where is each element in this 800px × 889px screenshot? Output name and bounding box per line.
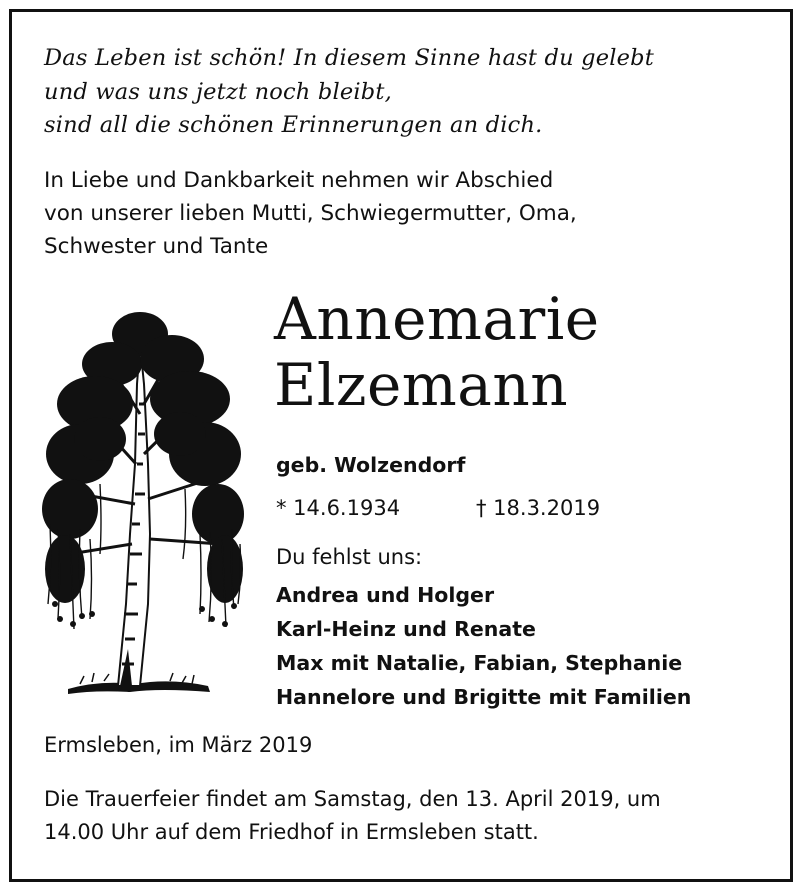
farewell-intro [44, 164, 784, 263]
poem [44, 42, 784, 143]
intro-line: von unserer lieben Mutti, Schwiegermutter, Oma, [44, 201, 577, 226]
first-name: Annemarie [274, 285, 600, 353]
birth-name: geb. Wolzendorf [276, 453, 466, 477]
poem-line: sind all die schönen Erinnerungen an dich. [44, 112, 543, 138]
deceased-name [274, 286, 600, 418]
last-name: Elzemann [274, 351, 569, 419]
life-dates [276, 496, 601, 520]
death-date: † 18.3.2019 [476, 496, 601, 520]
birth-date: * 14.6.1934 [276, 496, 401, 520]
mourner-line: Hannelore und Brigitte mit Familien [276, 685, 692, 709]
mourner-line: Karl-Heinz und Renate [276, 617, 536, 641]
funeral-line: 14.00 Uhr auf dem Friedhof in Ermsleben statt. [44, 820, 539, 844]
mourner-line: Max mit Natalie, Fabian, Stephanie [276, 651, 683, 675]
intro-line: In Liebe und Dankbarkeit nehmen wir Abschied [44, 168, 554, 193]
mourner-line: Andrea und Holger [276, 583, 495, 607]
mourners-intro: Du fehlst uns: [276, 545, 423, 569]
place-date: Ermsleben, im März 2019 [44, 733, 313, 757]
poem-line: Das Leben ist schön! In diesem Sinne hast du gelebt [44, 45, 654, 71]
intro-line: Schwester und Tante [44, 234, 269, 259]
funeral-info [44, 783, 784, 849]
mourners-list [276, 578, 691, 714]
birch-tree-icon [40, 304, 246, 704]
funeral-line: Die Trauerfeier findet am Samstag, den 13. April 2019, um [44, 787, 661, 811]
poem-line: und was uns jetzt noch bleibt, [44, 78, 392, 105]
